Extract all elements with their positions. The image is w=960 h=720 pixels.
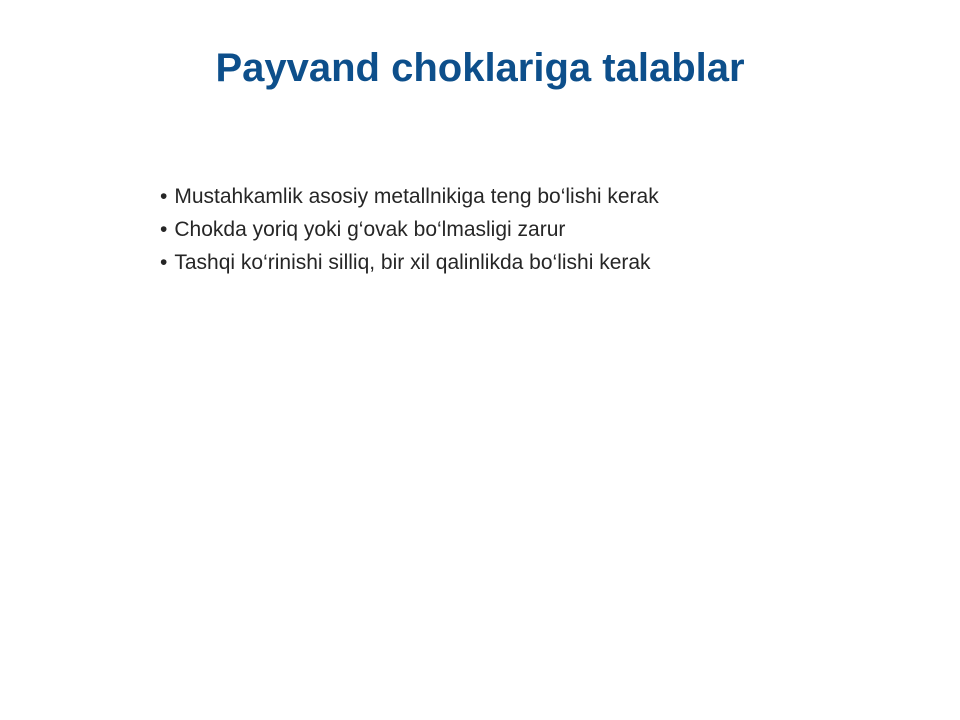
bullet-item xyxy=(160,213,880,246)
bullet-item xyxy=(160,246,880,279)
bullet-text: Chokda yoriq yoki g‘ovak bo‘lmasligi zarur xyxy=(174,218,566,241)
bullet-text: Tashqi ko‘rinishi silliq, bir xil qalinlikda bo‘lishi kerak xyxy=(174,251,651,274)
bullet-text: Mustahkamlik asosiy metallnikiga teng bo‘lishi kerak xyxy=(174,185,659,208)
bullet-item xyxy=(160,180,880,213)
bullet-list xyxy=(160,180,880,279)
bullet-icon: • xyxy=(160,185,168,208)
bullet-icon: • xyxy=(160,251,168,274)
slide-title: Payvand choklariga talablar xyxy=(215,46,745,90)
bullet-icon: • xyxy=(160,218,168,241)
